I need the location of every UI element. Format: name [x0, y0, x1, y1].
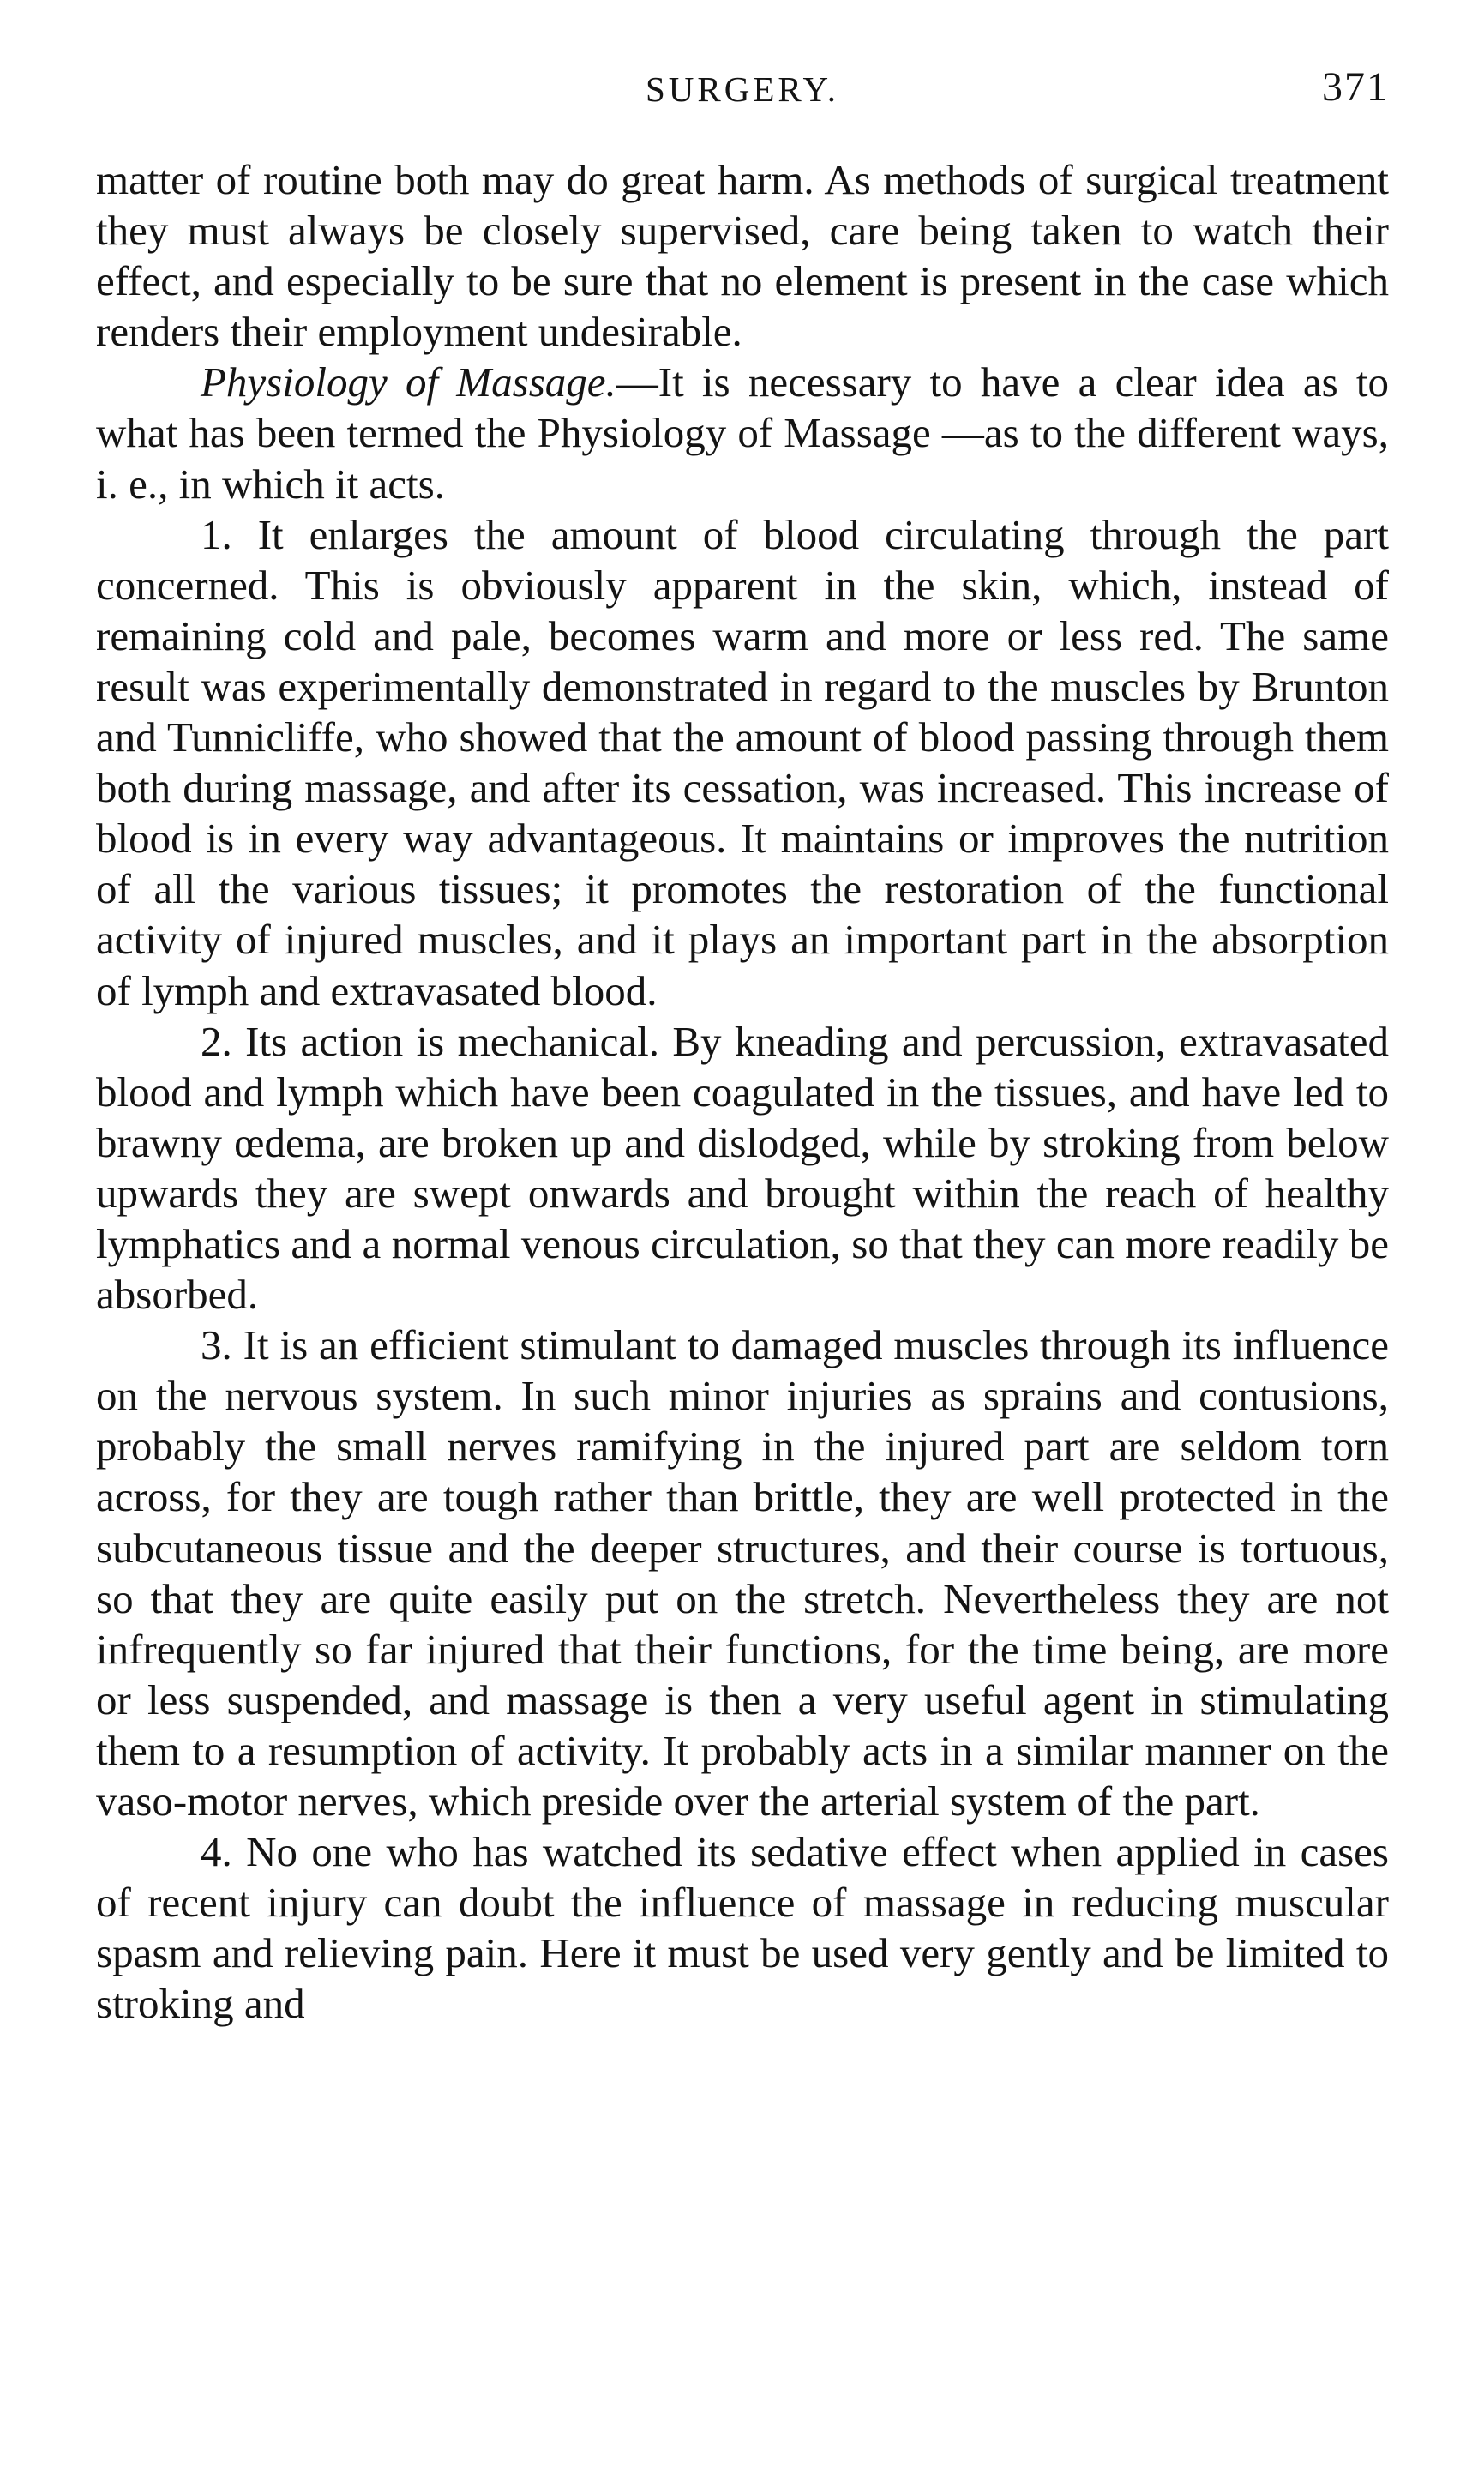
- running-head: [96, 62, 1389, 122]
- paragraph-point-1: 1. It enlarges the amount of blood circulating through the part concerned. This is obviously apparent in the skin, which, instead of remaining cold and pale, becomes warm and more or less red. The same result was experimentally demonstrated in regard to the muscles by Brunton and Tunnicliffe, who showed that the amount of blood passing through them both during massage, and after its cessation, was increased. This increase of blood is in every way advantageous. It maintains or improves the nutrition of all the various tissues; it promotes the restoration of the functional activity of injured muscles, and it plays an important part in the absorption of lymph and extravasated blood.: [96, 510, 1389, 1014]
- paragraph-point-2: 2. Its action is mechanical. By kneading and percussion, extravasated blood and lymph which have been coagulated in the tissues, and have led to brawny œdema, are broken up and dislodged, while by stroking from below upwards they are swept onwards and brought within the reach of healthy lymphatics and a normal venous circulation, so that they can more readily be absorbed.: [96, 1017, 1389, 1319]
- paragraph-physiology: [96, 357, 1389, 508]
- body-text: [96, 154, 1389, 2029]
- paragraph-point-4: 4. No one who has watched its sedative effect when applied in cases of recent injury can doubt the influence of massage in reducing muscular spasm and relieving pain. Here it must be used very gently and be limited to stroking and: [96, 1828, 1389, 2028]
- paragraph-continuation: matter of routine both may do great harm. As methods of surgical treatment they must always be closely supervised, care being taken to watch their effect, and especially to be sure that no element is present in the case which renders their employment undesirable.: [96, 156, 1389, 356]
- running-head-title: SURGERY.: [645, 69, 840, 109]
- page-number: 371: [1322, 64, 1389, 110]
- paragraph-text: —It is necessary to have a clear idea as to what has been termed the Physiology of Massage —as to the different ways, i. e., in which it acts.: [96, 358, 1389, 508]
- section-heading: Physiology of Massage.: [201, 358, 616, 406]
- paragraph-point-3: 3. It is an efficient stimulant to damaged muscles through its influence on the nervous system. In such minor injuries as sprains and contusions, probably the small nerves ramifying in the injured part are seldom torn across, for they are tough rather than brittle, they are well protected in the subcutaneous tissue and the deeper structures, and their course is tortuous, so that they are quite easily put on the stretch. Nevertheless they are not infrequently so far injured that their functions, for the time being, are more or less suspended, and massage is then a very useful agent in stimulating them to a resumption of activity. It probably acts in a similar manner on the vaso-motor nerves, which preside over the arterial system of the part.: [96, 1321, 1389, 1825]
